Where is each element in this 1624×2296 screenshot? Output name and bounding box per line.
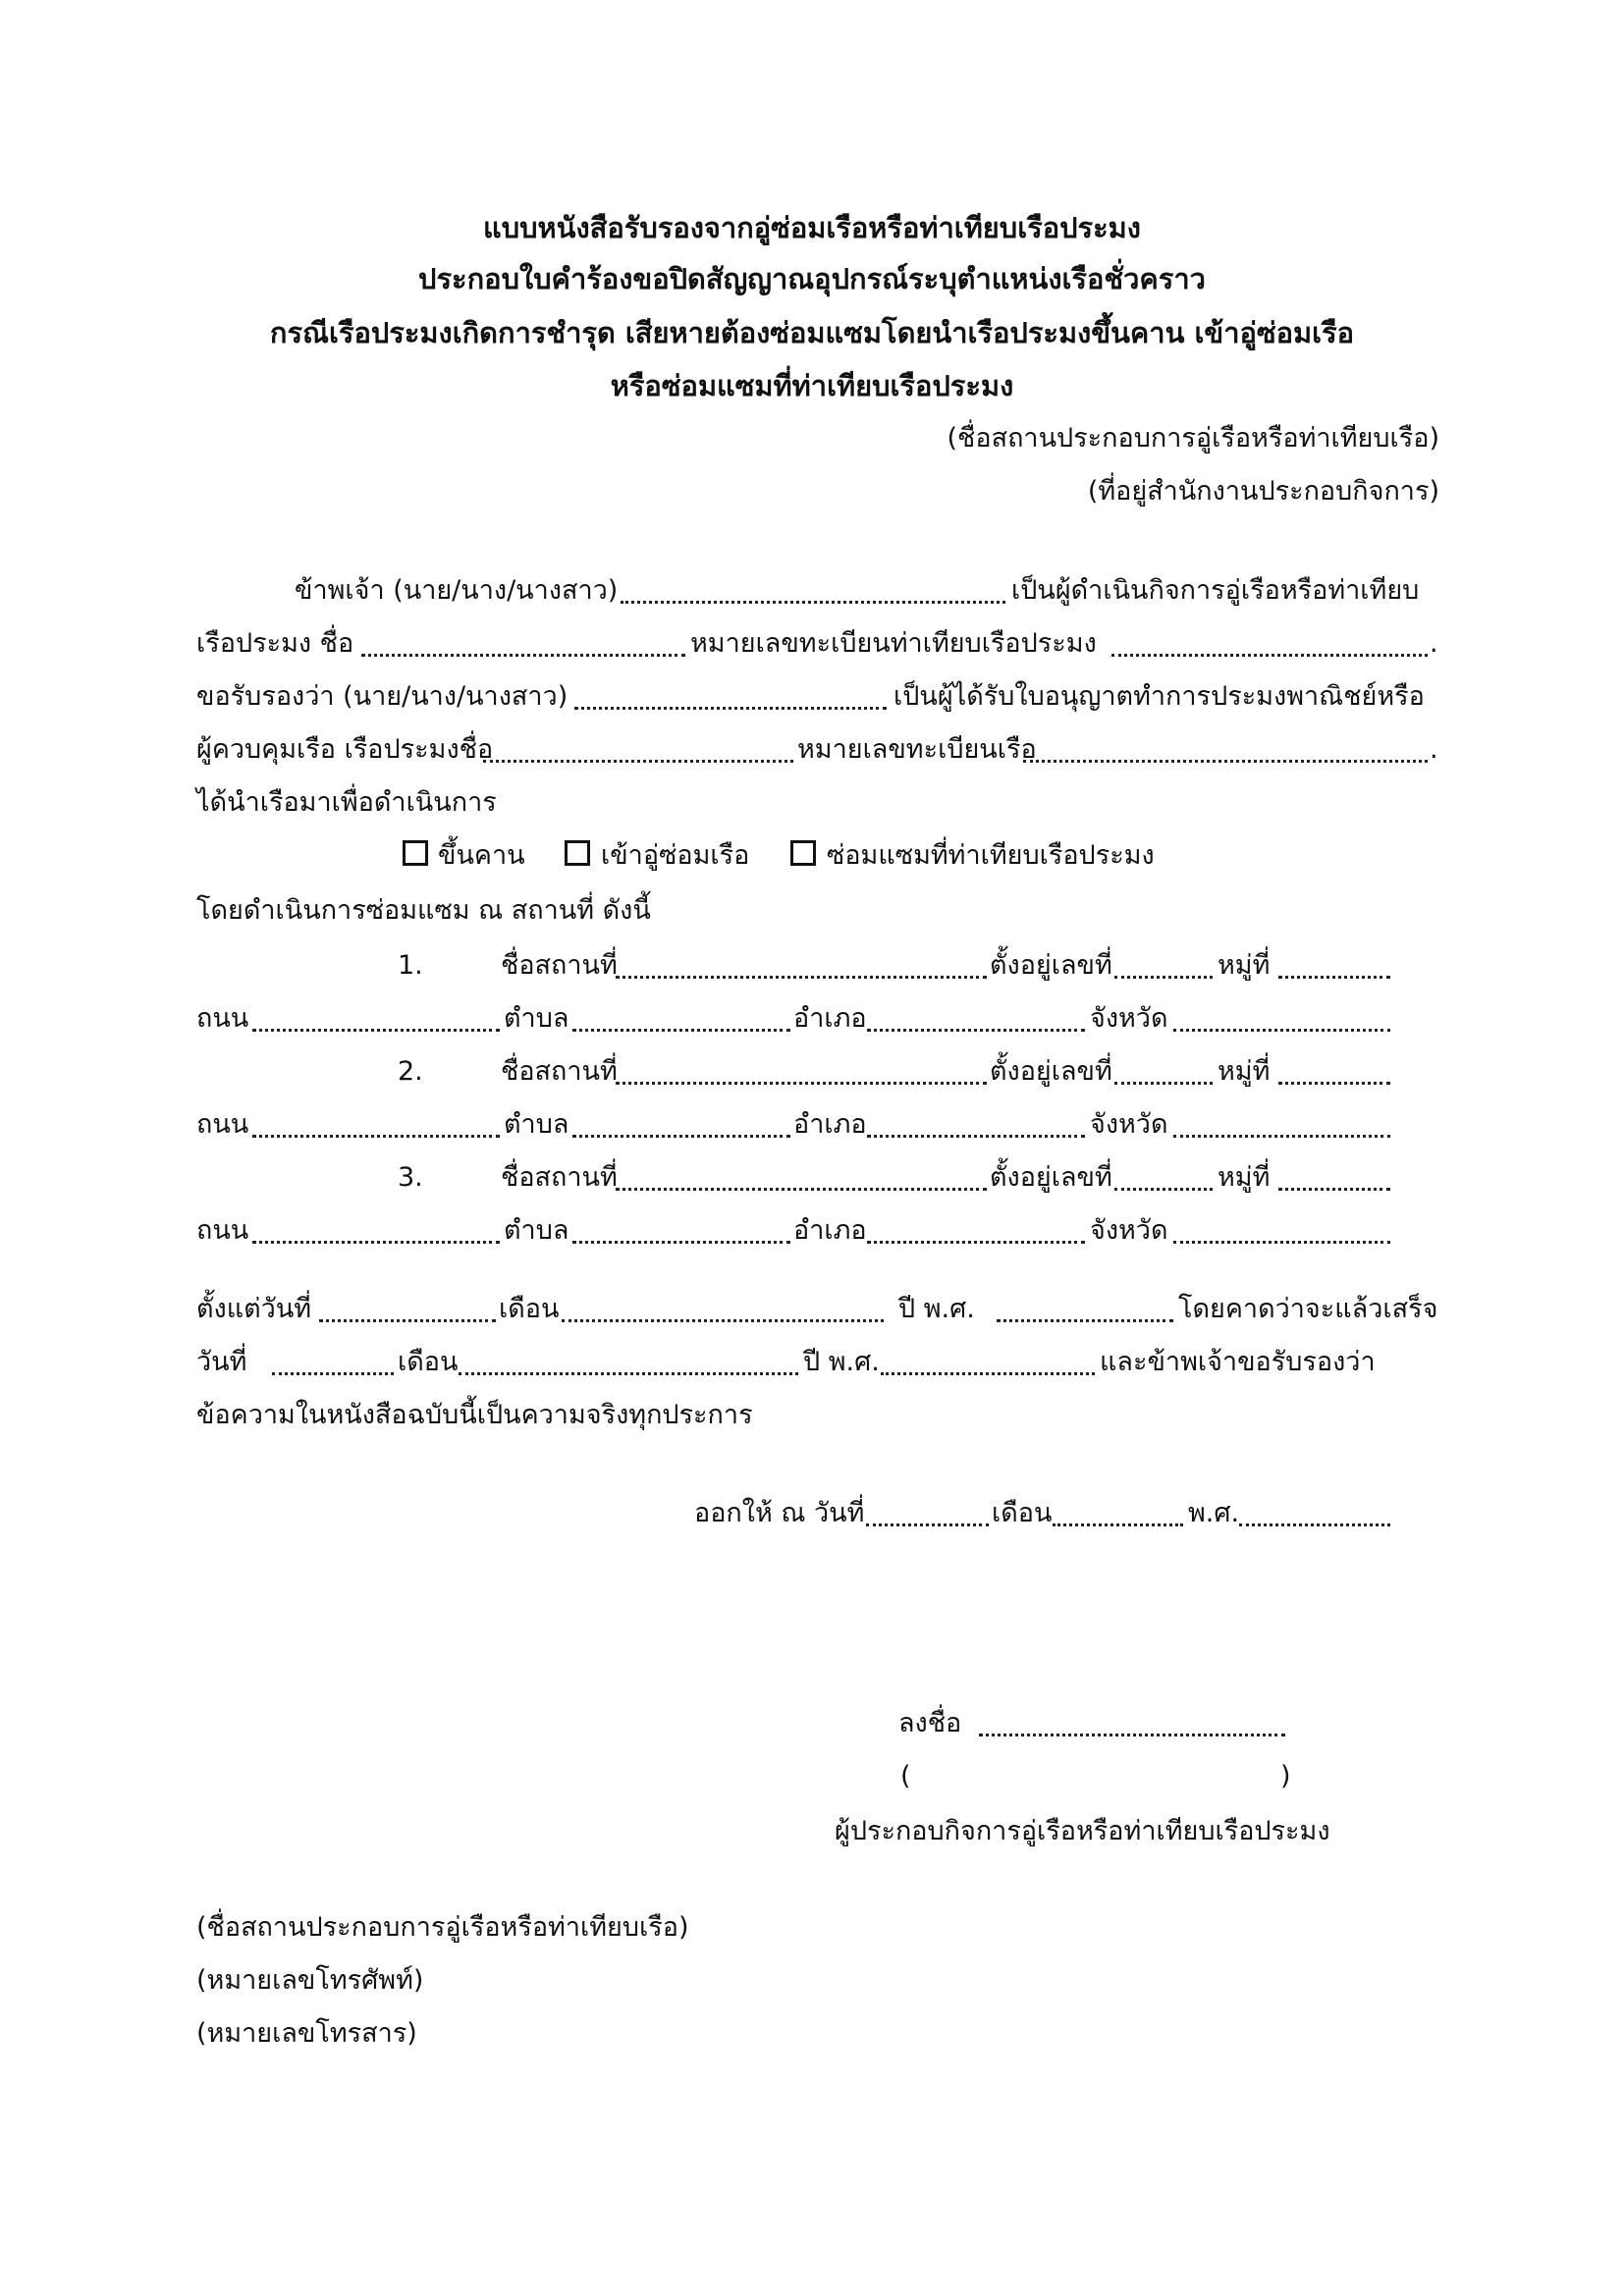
location-3-name-label: ชื่อสถานที่ [501, 1162, 618, 1193]
location-2-subdistrict-field[interactable] [572, 1135, 790, 1138]
footer-fax: (หมายเลขโทรสาร) [196, 2018, 417, 2049]
signer-role: ผู้ประกอบกิจการอู่เรือหรือท่าเทียบเรือประมง [835, 1816, 1330, 1846]
shipyard-option-label: เข้าอู่ซ่อมเรือ [601, 840, 750, 871]
harbor-reg-number-field[interactable] [1111, 654, 1428, 657]
start-month-field[interactable] [562, 1319, 884, 1322]
end-month-field[interactable] [459, 1372, 798, 1375]
dry-dock-option-label: ขึ้นคาน [438, 840, 525, 871]
start-year-field[interactable] [997, 1319, 1173, 1322]
location-1-number: 1. [398, 950, 423, 981]
end-year-field[interactable] [881, 1372, 1095, 1375]
harbor-repair-option-label: ซ่อมแซมที่ท่าเทียบเรือประมง [827, 840, 1155, 871]
location-3-number: 3. [398, 1162, 423, 1193]
location-1-district-field[interactable] [867, 1029, 1085, 1032]
licensee-name-field[interactable] [574, 707, 887, 710]
certify-statement: และข้าพเจ้าขอรับรองว่า [1100, 1347, 1376, 1377]
repair-location-intro: โดยดำเนินการซ่อมแซม ณ สถานที่ ดังนี้ [196, 895, 651, 926]
location-1-name-field[interactable] [616, 976, 987, 979]
expected-completion-label: โดยคาดว่าจะแล้วเสร็จ [1178, 1294, 1438, 1324]
harbor-name-label: เรือประมง ชื่อ [196, 628, 354, 659]
footer-place-name: (ชื่อสถานประกอบการอู่เรือหรือท่าเทียบเรือ) [196, 1912, 689, 1943]
truth-statement: ข้อความในหนังสือฉบับนี้เป็นความจริงทุกประการ [196, 1400, 753, 1430]
location-3-province-field[interactable] [1173, 1241, 1390, 1244]
location-3-road-label: ถนน [196, 1215, 249, 1246]
issued-month-label: เดือน [992, 1498, 1053, 1528]
issued-month-field[interactable] [1053, 1523, 1183, 1526]
location-1-address-field[interactable] [1114, 976, 1213, 979]
end-day-label: วันที่ [196, 1347, 247, 1377]
location-1-name-label: ชื่อสถานที่ [501, 950, 618, 981]
form-title-line-1: แบบหนังสือรับรองจากอู่ซ่อมเรือหรือท่าเทียบเรือประมง [483, 211, 1141, 244]
issued-day-label: ออกให้ ณ วันที่ [694, 1498, 865, 1528]
licensee-role-text: เป็นผู้ได้รับใบอนุญาตทำการประมงพาณิชย์หรือ [893, 681, 1425, 712]
location-1-district-label: อำเภอ [793, 1003, 867, 1034]
form-title-line-4: หรือซ่อมแซมที่ท่าเทียบเรือประมง [610, 369, 1014, 402]
signature-field[interactable] [979, 1734, 1285, 1736]
start-day-field[interactable] [319, 1319, 496, 1322]
location-1-province-field[interactable] [1173, 1029, 1390, 1032]
line-2-period: . [1430, 628, 1438, 659]
header-place-name: (ชื่อสถานประกอบการอู่เรือหรือท่าเทียบเรือ) [947, 423, 1439, 454]
start-day-label: ตั้งแต่วันที่ [196, 1294, 312, 1324]
header-office-address: (ที่อยู่สำนักงานประกอบกิจการ) [1087, 476, 1439, 507]
location-3-district-field[interactable] [867, 1241, 1085, 1244]
location-1-moo-field[interactable] [1278, 976, 1390, 979]
form-title-line-3: กรณีเรือประมงเกิดการชำรุด เสียหายต้องซ่อมแซมโดยนำเรือประมงขึ้นคาน เข้าอู่ซ่อมเรือ [269, 316, 1355, 349]
location-1-moo-label: หมู่ที่ [1218, 950, 1271, 981]
location-1-subdistrict-field[interactable] [572, 1029, 790, 1032]
location-2-subdistrict-label: ตำบล [504, 1109, 569, 1140]
line-4-period: . [1430, 734, 1438, 765]
declarant-label: ข้าพเจ้า (นาย/นาง/นางสาว) [295, 575, 619, 606]
declarant-name-field[interactable] [621, 601, 1005, 604]
location-1-road-field[interactable] [252, 1029, 500, 1032]
location-2-moo-field[interactable] [1278, 1082, 1390, 1085]
location-1-address-label: ตั้งอยู่เลขที่ [990, 950, 1112, 981]
issued-year-field[interactable] [1239, 1523, 1390, 1526]
location-3-name-field[interactable] [616, 1188, 987, 1191]
vessel-reg-label: หมายเลขทะเบียนเรือ [797, 734, 1037, 765]
location-1-road-label: ถนน [196, 1003, 249, 1034]
vessel-name-field[interactable] [483, 760, 793, 763]
location-2-name-label: ชื่อสถานที่ [501, 1056, 618, 1087]
shipyard-checkbox[interactable] [565, 840, 590, 866]
form-title-line-2: ประกอบใบคำร้องขอปิดสัญญาณอุปกรณ์ระบุตำแหน่งเรือชั่วคราว [418, 262, 1206, 295]
dry-dock-checkbox[interactable] [403, 840, 428, 866]
location-2-district-field[interactable] [867, 1135, 1085, 1138]
signature-label: ลงชื่อ [898, 1708, 962, 1738]
location-2-number: 2. [398, 1056, 423, 1087]
signer-name-close-paren: ) [1280, 1761, 1291, 1791]
location-2-district-label: อำเภอ [793, 1109, 867, 1140]
location-2-name-field[interactable] [616, 1082, 987, 1085]
location-2-province-field[interactable] [1173, 1135, 1390, 1138]
harbor-name-field[interactable] [361, 654, 685, 657]
location-3-province-label: จังหวัด [1090, 1215, 1168, 1246]
location-2-address-label: ตั้งอยู่เลขที่ [990, 1056, 1112, 1087]
start-month-label: เดือน [499, 1294, 560, 1324]
location-3-address-label: ตั้งอยู่เลขที่ [990, 1162, 1112, 1193]
vessel-reg-number-field[interactable] [1023, 760, 1428, 763]
location-3-moo-label: หมู่ที่ [1218, 1162, 1271, 1193]
harbor-repair-checkbox[interactable] [790, 840, 816, 866]
location-2-province-label: จังหวัด [1090, 1109, 1168, 1140]
certify-person-label: ขอรับรองว่า (นาย/นาง/นางสาว) [196, 681, 568, 712]
purpose-label: ได้นำเรือมาเพื่อดำเนินการ [196, 787, 497, 818]
location-3-subdistrict-field[interactable] [572, 1241, 790, 1244]
end-day-field[interactable] [272, 1372, 394, 1375]
vessel-name-label: ผู้ควบคุมเรือ เรือประมงชื่อ [196, 734, 494, 765]
end-month-label: เดือน [398, 1347, 459, 1377]
footer-phone: (หมายเลขโทรศัพท์) [196, 1965, 424, 1996]
location-2-road-label: ถนน [196, 1109, 249, 1140]
location-3-address-field[interactable] [1114, 1188, 1213, 1191]
signer-name-open-paren: ( [900, 1761, 911, 1791]
location-3-moo-field[interactable] [1278, 1188, 1390, 1191]
issued-day-field[interactable] [866, 1523, 989, 1526]
end-year-label: ปี พ.ศ. [803, 1347, 880, 1377]
location-3-district-label: อำเภอ [793, 1215, 867, 1246]
harbor-reg-label: หมายเลขทะเบียนท่าเทียบเรือประมง [690, 628, 1097, 659]
start-year-label: ปี พ.ศ. [898, 1294, 975, 1324]
location-2-moo-label: หมู่ที่ [1218, 1056, 1271, 1087]
operator-role-text: เป็นผู้ดำเนินกิจการอู่เรือหรือท่าเทียบ [1011, 575, 1420, 606]
location-3-road-field[interactable] [252, 1241, 500, 1244]
location-3-subdistrict-label: ตำบล [504, 1215, 569, 1246]
issued-year-label: พ.ศ. [1188, 1498, 1240, 1528]
location-1-province-label: จังหวัด [1090, 1003, 1168, 1034]
location-2-address-field[interactable] [1114, 1082, 1213, 1085]
location-1-subdistrict-label: ตำบล [504, 1003, 569, 1034]
location-2-road-field[interactable] [252, 1135, 500, 1138]
